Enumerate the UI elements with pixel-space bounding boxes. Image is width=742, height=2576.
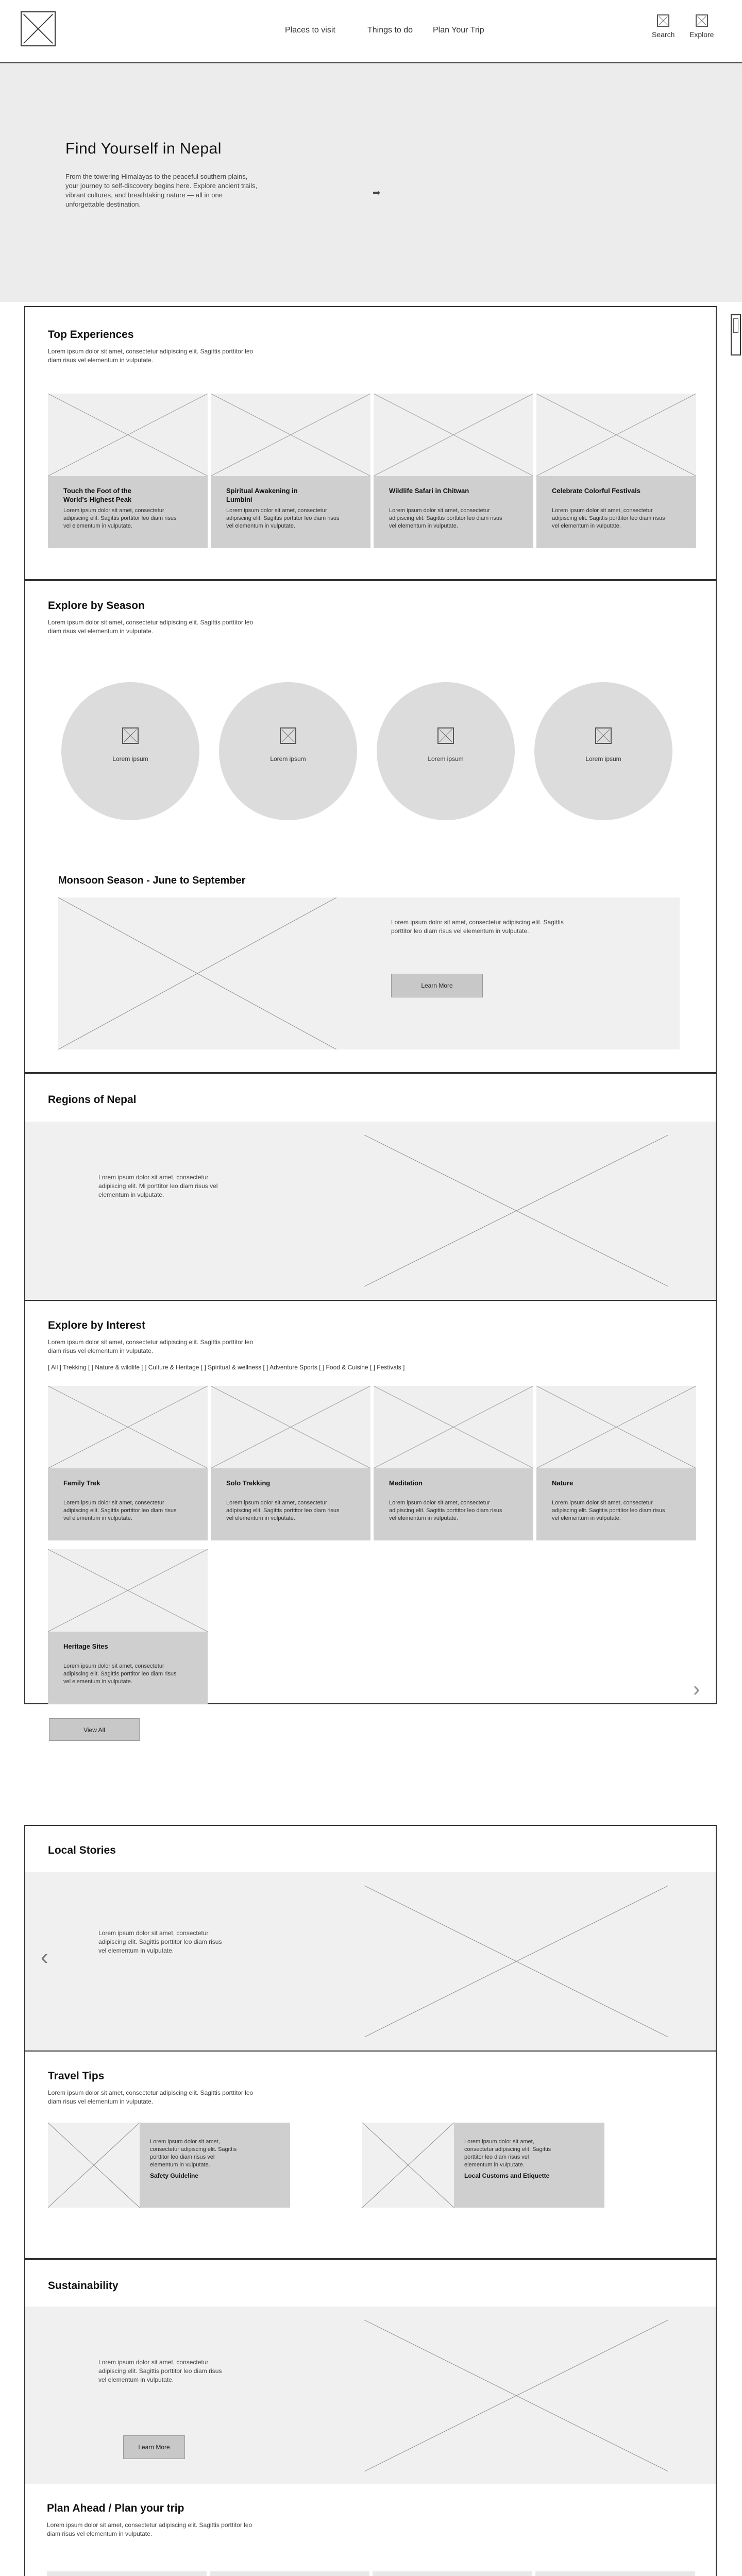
regions-map-image: [364, 1135, 668, 1286]
card-title: Spiritual Awakening in Lumbini: [226, 487, 298, 503]
explore-by-season-section: [24, 580, 717, 1073]
interest-filters[interactable]: [ All ] Trekking [ ] Nature & wildlife [ ] Culture & Heritage [ ] Spiritual & wellness [ ] Adventure Sports [ ] Food & Cuisine [ ] Festivals ]: [48, 1364, 405, 1371]
card-image: [374, 394, 533, 476]
season-label: Lorem ipsum: [428, 755, 464, 762]
card-title: Meditation: [389, 1479, 423, 1487]
plan-card[interactable]: [535, 2571, 695, 2576]
monsoon-title: Monsoon Season - June to September: [58, 875, 246, 886]
image-icon: [595, 727, 612, 744]
interest-card[interactable]: [48, 1386, 208, 1540]
card-title: Solo Trekking: [226, 1479, 271, 1487]
chevron-left-icon[interactable]: ‹: [41, 1944, 48, 1970]
season-circle[interactable]: [219, 682, 357, 820]
card-image: [374, 1386, 533, 1468]
experience-card[interactable]: [211, 394, 370, 548]
regions-description: Lorem ipsum dolor sit amet, consectetur adipiscing elit. Mi porttitor leo diam risus vel elementum in vulputate.: [98, 1174, 218, 1198]
sustainability-description: Lorem ipsum dolor sit amet, consectetur adipiscing elit. Sagittis porttitor leo diam risus vel elementum in vulputate.: [98, 2359, 222, 2383]
tip-image: [48, 2123, 140, 2208]
view-all-button[interactable]: View All: [49, 1718, 140, 1741]
section-title: Top Experiences: [48, 329, 134, 341]
card-image: [536, 394, 696, 476]
card-image: [48, 1549, 208, 1632]
section-title: Travel Tips: [48, 2070, 105, 2082]
section-description: Lorem ipsum dolor sit amet, consectetur adipiscing elit. Sagittis porttitor leo diam risus vel elementum in vulputate.: [48, 2089, 254, 2105]
experience-card[interactable]: [374, 394, 533, 548]
image-icon: [657, 14, 669, 27]
regions-panel: [25, 1122, 716, 1300]
travel-tip-card[interactable]: [362, 2123, 604, 2208]
interest-card[interactable]: [374, 1386, 533, 1540]
card-title: Wildlife Safari in Chitwan: [389, 487, 469, 495]
image-icon: [437, 727, 454, 744]
tip-description: Lorem ipsum dolor sit amet, consectetur adipiscing elit. Sagittis porttitor leo diam risus vel elementum in vulputate.: [464, 2139, 551, 2168]
travel-tips-section: [24, 2050, 717, 2259]
card-description: Lorem ipsum dolor sit amet, consectetur adipiscing elit. Sagittis porttitor leo diam risus vel elementum in vulputate.: [63, 1500, 177, 1521]
interest-card[interactable]: [536, 1386, 696, 1540]
card-description: Lorem ipsum dolor sit amet, consectetur adipiscing elit. Sagittis porttitor leo diam risus vel elementum in vulputate.: [552, 1500, 665, 1521]
season-label: Lorem ipsum: [112, 755, 148, 762]
sustainability-section: [24, 2259, 717, 2484]
plan-card[interactable]: [47, 2571, 207, 2576]
card-description: Lorem ipsum dolor sit amet, consectetur adipiscing elit. Sagittis porttitor leo diam risus vel elementum in vulputate.: [552, 507, 665, 529]
logo[interactable]: [21, 11, 56, 46]
section-title: Explore by Interest: [48, 1319, 146, 1331]
section-title: Plan Ahead / Plan your trip: [47, 2502, 184, 2514]
season-label: Lorem ipsum: [270, 755, 306, 762]
card-title: Touch the Foot of the World's Highest Peak: [63, 487, 132, 503]
experience-card[interactable]: [536, 394, 696, 548]
card-description: Lorem ipsum dolor sit amet, consectetur adipiscing elit. Sagittis porttitor leo diam risus vel elementum in vulputate.: [63, 507, 177, 529]
stories-panel: [25, 1872, 716, 2050]
local-stories-section: [24, 1825, 717, 2050]
section-title: Explore by Season: [48, 600, 145, 612]
plan-ahead-section: [24, 2484, 717, 2576]
card-image: [211, 394, 370, 476]
section-description: Lorem ipsum dolor sit amet, consectetur adipiscing elit. Sagittis porttitor leo diam risus vel elementum in vulputate.: [48, 1338, 254, 1354]
explore-by-interest-section: [24, 1300, 717, 1734]
hero-banner: [0, 64, 742, 302]
card-image: [48, 394, 208, 476]
section-title: Regions of Nepal: [48, 1094, 137, 1106]
chevron-right-icon[interactable]: ›: [693, 1678, 700, 1701]
nav-things-to-do[interactable]: Things to do: [367, 26, 413, 35]
card-image: [536, 1386, 696, 1468]
tip-description: Lorem ipsum dolor sit amet, consectetur adipiscing elit. Sagittis porttitor leo diam risus vel elementum in vulputate.: [150, 2139, 237, 2168]
tip-image: [362, 2123, 454, 2208]
sustainability-panel: [25, 2307, 716, 2484]
season-circle[interactable]: [377, 682, 515, 820]
regions-section: [24, 1073, 717, 1300]
season-circle[interactable]: [61, 682, 199, 820]
monsoon-description: Lorem ipsum dolor sit amet, consectetur adipiscing elit. Sagittis porttitor leo diam risus vel elementum in vulputate.: [391, 919, 564, 935]
card-title: Celebrate Colorful Festivals: [552, 487, 640, 495]
interest-card[interactable]: [48, 1549, 208, 1704]
stories-description: Lorem ipsum dolor sit amet, consectetur adipiscing elit. Sagittis porttitor leo diam risus vel elementum in vulputate.: [98, 1929, 222, 1954]
side-scroll-tab[interactable]: [731, 314, 741, 355]
card-title: Nature: [552, 1479, 574, 1487]
monsoon-learn-more-button[interactable]: Learn More: [391, 974, 483, 997]
image-icon: [122, 727, 139, 744]
hero-description: From the towering Himalayas to the peaceful southern plains, your journey to self-discovery begins here. Explore ancient trails, vibrant cultures, and breathtaking nature — all in one unforgettable destination.: [65, 173, 258, 208]
section-title: Local Stories: [48, 1844, 116, 1856]
explore-label: Explore: [689, 30, 714, 39]
card-description: Lorem ipsum dolor sit amet, consectetur adipiscing elit. Sagittis porttitor leo diam risus vel elementum in vulputate.: [389, 507, 502, 529]
sustainability-learn-more-button[interactable]: Learn More: [123, 2435, 185, 2459]
explore-button[interactable]: [689, 14, 714, 39]
image-icon: [696, 14, 708, 27]
card-description: Lorem ipsum dolor sit amet, consectetur adipiscing elit. Sagittis porttitor leo diam risus vel elementum in vulputate.: [389, 1500, 502, 1521]
card-description: Lorem ipsum dolor sit amet, consectetur adipiscing elit. Sagittis porttitor leo diam risus vel elementum in vulputate.: [226, 507, 340, 529]
story-image: [364, 1886, 668, 2037]
section-description: Lorem ipsum dolor sit amet, consectetur adipiscing elit. Sagittis porttitor leo diam risus vel elementum in vulputate.: [47, 2521, 252, 2537]
search-label: Search: [652, 30, 675, 39]
image-icon: [280, 727, 296, 744]
search-button[interactable]: [652, 14, 674, 39]
monsoon-image: [58, 897, 336, 1049]
interest-card[interactable]: [211, 1386, 370, 1540]
hero-title: Find Yourself in Nepal: [65, 140, 222, 157]
card-description: Lorem ipsum dolor sit amet, consectetur adipiscing elit. Sagittis porttitor leo diam risus vel elementum in vulputate.: [226, 1500, 340, 1521]
tip-title: Safety Guideline: [150, 2172, 199, 2179]
season-label: Lorem ipsum: [585, 755, 621, 762]
section-description: Lorem ipsum dolor sit amet, consectetur adipiscing elit. Sagittis porttitor leo diam risus vel elementum in vulputate.: [48, 348, 254, 364]
plan-card[interactable]: [373, 2571, 532, 2576]
card-image: [48, 1386, 208, 1468]
section-description: Lorem ipsum dolor sit amet, consectetur adipiscing elit. Sagittis porttitor leo diam risus vel elementum in vulputate.: [48, 619, 254, 635]
tip-title: Local Customs and Etiquette: [464, 2172, 550, 2179]
nav-places-to-visit[interactable]: Places to visit: [285, 26, 335, 35]
travel-tip-card[interactable]: [48, 2123, 290, 2208]
card-description: Lorem ipsum dolor sit amet, consectetur adipiscing elit. Sagittis porttitor leo diam risus vel elementum in vulputate.: [63, 1663, 177, 1685]
card-title: Heritage Sites: [63, 1642, 108, 1650]
section-title: Sustainability: [48, 2280, 119, 2292]
site-header: [0, 0, 742, 63]
nav-plan-your-trip[interactable]: Plan Your Trip: [433, 26, 484, 35]
season-circle[interactable]: [534, 682, 672, 820]
arrow-right-icon[interactable]: ➡︎: [373, 188, 381, 198]
card-title: Family Trek: [63, 1479, 100, 1487]
plan-card[interactable]: [210, 2571, 369, 2576]
experience-card[interactable]: [48, 394, 208, 548]
monsoon-panel: [58, 897, 680, 1049]
top-experiences-section: [24, 306, 717, 580]
card-image: [211, 1386, 370, 1468]
sustainability-image: [364, 2320, 668, 2471]
